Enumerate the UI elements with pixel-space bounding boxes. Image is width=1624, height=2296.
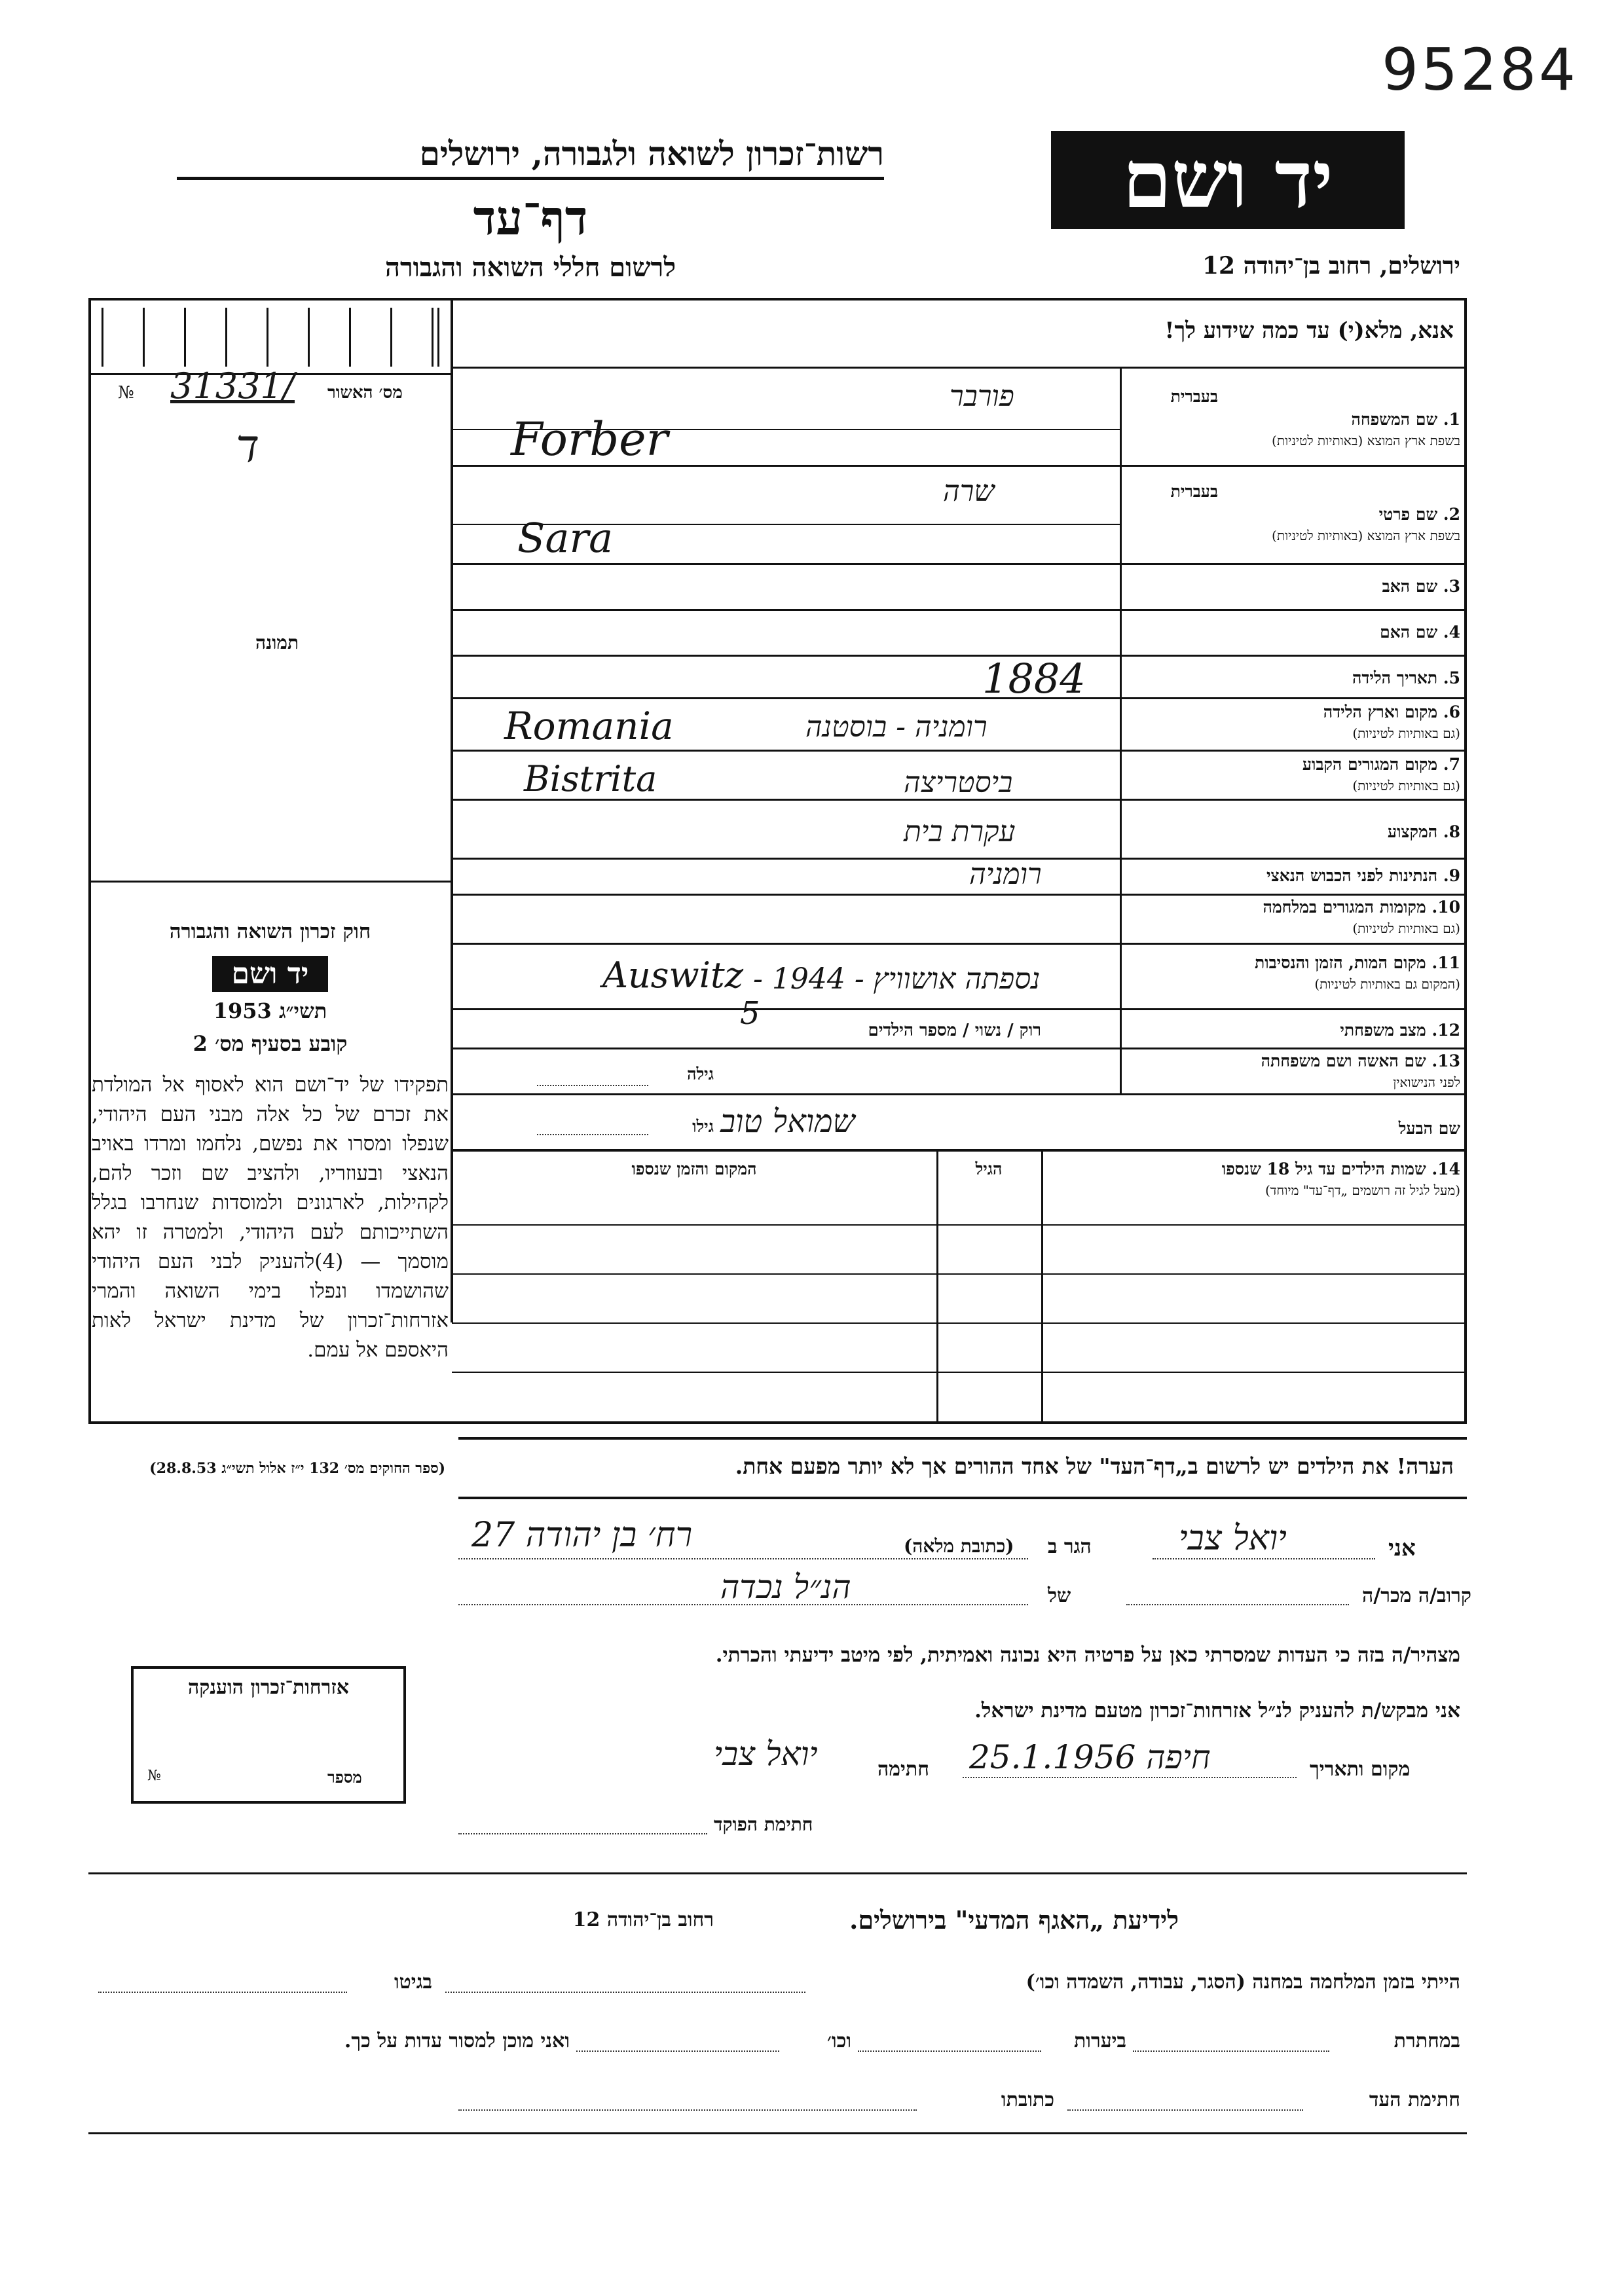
residence: ביסטריצה — [904, 766, 1013, 799]
field-11-label — [1126, 953, 1460, 994]
death-place: נספתה אושוויץ - 1944 - — [753, 962, 1041, 996]
decl-statement: מצהיר/ה בזה כי העדות שמסרתי כאן על פרטיה היא נכונה ואמיתית, לפי מיטב ידיעתי והכרתי. — [715, 1643, 1460, 1667]
decl-place-date-label: מקום ותאריך — [1310, 1758, 1411, 1781]
decl-officer-label: חתימת הפוקד — [714, 1813, 813, 1835]
decl-request: אני מבקש/ת להעניק לנ״ל אזרחות־זכרון מטעם מדינת ישראל. — [974, 1699, 1460, 1722]
decl-signature-label: חתימה — [877, 1758, 929, 1781]
field-1-sub: בשפת ארץ המוצא (באותיות לטיניות) — [1272, 433, 1460, 449]
field-1-tag: בעברית — [1170, 387, 1218, 406]
field-5-num: 5. — [1443, 668, 1460, 687]
field-7-name: מקום המגורים הקבוע — [1302, 755, 1438, 774]
field-1-num: 1. — [1443, 410, 1460, 429]
field-2-name: שם פרטי — [1378, 505, 1438, 524]
field-13-name: שם האשה ושם משפחתה — [1261, 1051, 1426, 1070]
field-3-name: שם האב — [1382, 577, 1438, 596]
children-col-place: המקום והזמן שנספו — [631, 1159, 757, 1178]
field-3-label — [1126, 576, 1460, 596]
relation: הנ״ל נכדה — [720, 1568, 851, 1606]
field-8-label — [1126, 822, 1460, 842]
wife-age-label: גילה — [687, 1065, 714, 1084]
field-6-name: מקום וארץ הלידה — [1323, 702, 1438, 721]
signature: יואל צבי — [714, 1735, 818, 1773]
decl-resides: הגר ב — [1048, 1535, 1092, 1558]
field-6-sub: (גם באותיות לטיניות) — [1352, 725, 1460, 742]
field-7-label — [1126, 754, 1460, 795]
marital-options: רוק / נשוי / מספר הילדים — [868, 1021, 1041, 1040]
field-7-num: 7. — [1443, 755, 1460, 774]
citizenship-title: אזרחות־זכרון הוענקה — [187, 1676, 350, 1699]
children-count: 5 — [740, 995, 760, 1032]
field-4-num: 4. — [1443, 623, 1460, 642]
declarant-address: רח׳ בן יהודה 27 — [471, 1516, 693, 1555]
husband-name: שמואל טוב — [720, 1103, 855, 1140]
law-body: תפקידו של יד־ושם הוא לאסוף אל המולדת את זכרם של כל אלה מבני העם היהודי, שנפלו ומסרו את נפשם, נלחמו ומרדו באויב הנאצי ובעוזריו, ולהציב שם וזכר להם, לקהילות, לארגונים ולמוסדות שנחרבו בגלל השתייכותם לעם היהודי, ולמטרה זו יהא מוסמך — (4)להעניק לבני העם היהודי שהושמדו ונפלו בימי השואה והמרי אזרחות־זכרון של מדינת ישראל לאות היאספם אל עמם. — [92, 1073, 449, 1362]
form-subtitle: לרשום חללי השואה והגבורה — [384, 252, 676, 283]
org-title: רשות־זכרון לשואה ולגבורה, ירושלים — [177, 134, 884, 180]
field-2-label — [1126, 504, 1460, 545]
field-11-name: מקום המות, הזמן והנסיבות — [1254, 953, 1426, 972]
field-9-num: 9. — [1443, 866, 1460, 885]
field-2-num: 2. — [1443, 505, 1460, 524]
children-num: 14. — [1431, 1159, 1460, 1178]
footer-line2-b: ביערות — [1073, 2030, 1126, 2052]
husband-label: שם הבעל — [1398, 1119, 1460, 1138]
death-place-latin: Auswitz — [602, 955, 744, 996]
husband-age-label: גילו — [692, 1117, 714, 1136]
approval-label: מס׳ האשור — [327, 383, 403, 403]
approval-mark: ד — [236, 419, 260, 473]
intro-text: אנא, מלא(י) עד כמה שידוע לך! — [1164, 318, 1454, 344]
field-5-name: תאריך הלידה — [1352, 668, 1438, 687]
field-8-num: 8. — [1443, 822, 1460, 841]
field-13-num: 13. — [1431, 1051, 1460, 1070]
birth-place: רומניה - בוסטנה — [805, 710, 987, 744]
field-1-label — [1126, 409, 1460, 450]
field-7-sub: (גם באותיות לטיניות) — [1352, 778, 1460, 794]
footer-line2-a: במחתרת — [1393, 2030, 1460, 2052]
law-logo-text: יד ושם — [212, 956, 329, 992]
law-year: תשי״ג 1953 — [213, 998, 327, 1023]
children-col-age: הגיל — [975, 1159, 1003, 1178]
footer-line1-a: הייתי בזמן המלחמה במחנה (הסגר, עבודה, השמדה וכו׳) — [1025, 1971, 1460, 1994]
field-10-name: מקומות המגורים במלחמה — [1263, 898, 1426, 917]
family-name-hebrew: פורבר — [950, 380, 1014, 413]
field-2-sub: בשפת ארץ המוצא (באותיות לטיניות) — [1272, 528, 1460, 544]
law-logo — [92, 956, 449, 992]
footer-line2-d: ואני מוכן למסור עדות על כך. — [344, 2030, 570, 2052]
children-sub: (מעל לגיל זה רושמים „דף־עד" מיוחד) — [1264, 1182, 1460, 1199]
field-6-label — [1126, 702, 1460, 743]
note-text: הערה! את הילדים יש לרשום ב„דף־העד" של אחד ההורים אך לא יותר מפעם אחת. — [735, 1453, 1454, 1479]
footer-line3-b: כתובתו — [1001, 2088, 1054, 2111]
field-11-num: 11. — [1431, 953, 1460, 972]
field-9-label — [1126, 866, 1460, 886]
photo-label: תמונה — [255, 632, 299, 653]
field-2-tag: בעברית — [1170, 482, 1218, 501]
field-8-name: המקצוע — [1387, 822, 1438, 841]
decl-shel: של — [1048, 1584, 1071, 1607]
field-6-num: 6. — [1443, 702, 1460, 721]
birth-date: 1884 — [982, 655, 1086, 702]
field-12-name: מצב משפחתי — [1340, 1021, 1426, 1040]
place-date: חיפה 25.1.1956 — [969, 1738, 1211, 1776]
law-title: חוק זכרון השואה והגבורה — [169, 920, 371, 943]
approval-no: № — [118, 383, 134, 403]
citizenship-no: № — [147, 1768, 161, 1784]
footer-line2-c: וכו׳ — [827, 2030, 851, 2052]
law-source: (ספר החוקים מס׳ 132 י״ז אלול תשי״ג 28.8.53) — [149, 1460, 445, 1477]
field-4-label — [1126, 622, 1460, 642]
field-9-name: הנתינות לפני הכבוש הנאצי — [1266, 866, 1438, 885]
approval-number: 31331/ — [170, 365, 295, 407]
field-1-name: שם המשפחה — [1351, 410, 1438, 429]
footer-line3-a: חתימת העד — [1369, 2088, 1460, 2111]
footer-line1-b: בגיטו — [394, 1971, 432, 1994]
address: ירושלים, רחוב בן־יהודה 12 — [1202, 252, 1460, 280]
field-3-num: 3. — [1443, 577, 1460, 596]
citizenship-number-label: מספר — [327, 1768, 362, 1787]
field-11-sub: (המקום גם באותיות לטיניות) — [1314, 976, 1460, 993]
field-13-label — [1126, 1051, 1460, 1092]
field-10-num: 10. — [1431, 898, 1460, 917]
yad-vashem-logo: יד ושם — [1051, 131, 1405, 229]
children-name: שמות הילדים עד גיל 18 שנספו — [1221, 1159, 1426, 1178]
field-10-sub: (גם באותיות לטיניות) — [1352, 920, 1460, 937]
law-clause: קובע בסעיף מס׳ 2 — [193, 1031, 348, 1056]
field-12-label — [1126, 1020, 1460, 1040]
approval-grid — [101, 308, 439, 367]
field-5-label — [1126, 668, 1460, 688]
first-name-latin: Sara — [517, 514, 614, 562]
residence-latin: Bistrita — [524, 758, 657, 799]
footer-address: רחוב בן־יהודה 12 — [572, 1908, 714, 1931]
field-12-num: 12. — [1431, 1021, 1460, 1040]
field-13-sub: לפני הנישואין — [1393, 1074, 1460, 1091]
decl-relative-label: קרוב/ה מכר/ה — [1362, 1584, 1471, 1607]
birth-place-latin: Romania — [504, 704, 674, 748]
children-label — [1048, 1159, 1460, 1200]
family-name-latin: Forber — [511, 412, 669, 466]
field-10-label — [1126, 897, 1460, 938]
decl-address-label: (כתובת מלאה) — [904, 1535, 1014, 1557]
first-name-hebrew: שרה — [943, 475, 995, 508]
declarant-name: יואל צבי — [1179, 1519, 1287, 1558]
form-title: דף־עד — [473, 190, 588, 246]
archive-number: 95284 — [1382, 36, 1578, 103]
nationality: רומניה — [969, 858, 1042, 891]
occupation: עקרת בית — [904, 815, 1016, 848]
field-4-name: שם האם — [1380, 623, 1438, 642]
decl-ani: אני — [1388, 1535, 1416, 1561]
footer-title: לידיעת „האגף המדעי" בירושלים. — [849, 1905, 1179, 1935]
